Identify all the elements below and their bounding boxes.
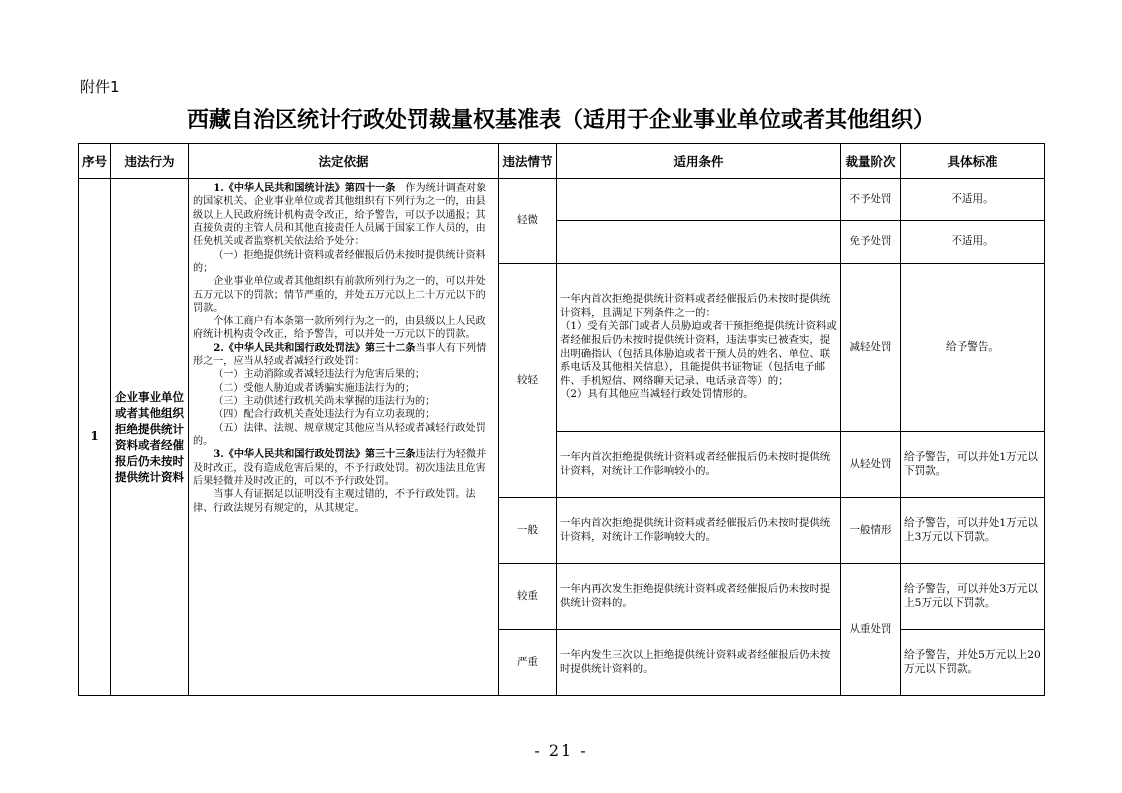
legal-basis-paragraph	[193, 488, 494, 515]
header-level: 裁量阶次	[841, 144, 901, 179]
law-article-text: （三）主动供述行政机关尚未掌握的违法行为的；	[213, 396, 436, 407]
law-article-text: （五）法律、法规、规章规定其他应当从轻或者减轻行政处罚的。	[193, 422, 486, 447]
legal-basis-paragraph	[193, 182, 494, 249]
condition-cell	[557, 221, 841, 264]
law-article-text: （一）拒绝提供统计资料或者经催报后仍未按时提供统计资料的；	[193, 249, 486, 274]
condition-line: （1）受有关部门或者人员胁迫或者干预拒绝提供统计资料或者经催报后仍未按时提供统计资料，违法事实已被查实，提出明确指认（包括具体胁迫或者干预人员的姓名、单位、联系电话及其他相关信息），且能提供书证物证（包括电子邮件、手机短信、网络聊天记录、电话录音等）的；	[560, 320, 837, 387]
level-cell: 从重处罚	[841, 564, 901, 696]
standard-cell: 给予警告，可以并处3万元以上5万元以下罚款。	[901, 564, 1045, 630]
legal-basis-paragraph	[193, 422, 494, 449]
header-seq: 序号	[79, 144, 111, 179]
page-number: - 21 -	[534, 741, 588, 760]
violation-cell: 企业事业单位或者其他组织拒绝提供统计资料或者经催报后仍未按时提供统计资料	[111, 179, 189, 696]
header-circumstance: 违法情节	[499, 144, 557, 179]
header-act: 违法行为	[111, 144, 189, 179]
attachment-label: 附件1	[80, 78, 120, 96]
circumstance-lighter: 较轻	[499, 264, 557, 498]
condition-cell: 一年内首次拒绝提供统计资料或者经催报后仍未按时提供统计资料，对统计工作影响较大的。	[557, 498, 841, 564]
standard-cell: 给予警告，可以并处1万元以下罚款。	[901, 432, 1045, 498]
header-row	[79, 144, 1045, 179]
law-article-text: 当事人有下列情形之一，应当从轻或者减轻行政处罚：	[193, 342, 487, 368]
legal-basis-paragraph	[193, 395, 494, 408]
condition-line: 一年内首次拒绝提供统计资料或者经催报后仍未按时提供统计资料，且满足下列条件之一的：	[560, 293, 831, 319]
law-article-heading: 2.《中华人民共和国行政处罚法》第三十二条	[213, 342, 416, 354]
law-article-text: （二）受他人胁迫或者诱骗实施违法行为的；	[213, 382, 416, 394]
level-cell: 从轻处罚	[841, 432, 901, 498]
law-article-heading: 1.《中华人民共和国统计法》第四十一条	[213, 183, 396, 194]
condition-cell: 一年内首次拒绝提供统计资料或者经催报后仍未按时提供统计资料，对统计工作影响较小的。	[557, 432, 841, 498]
legal-basis-cell	[189, 179, 499, 696]
law-article-text: （四）配合行政机关查处违法行为有立功表现的；	[213, 409, 436, 421]
discretion-table	[78, 143, 1045, 696]
law-article-text: 个体工商户有本条第一款所列行为之一的，由县级以上人民政府统计机构责令改正，给予警告，可以并处一万元以下的罚款。	[193, 316, 486, 341]
level-cell: 免予处罚	[841, 221, 901, 264]
legal-basis-paragraph	[193, 249, 494, 276]
condition-cell: 一年内再次发生拒绝提供统计资料或者经催报后仍未按时提供统计资料的。	[557, 564, 841, 630]
legal-basis-paragraph	[193, 382, 494, 395]
legal-basis-paragraph	[193, 448, 494, 488]
condition-cell	[557, 264, 841, 432]
level-cell: 减轻处罚	[841, 264, 901, 432]
circumstance-heavier: 较重	[499, 564, 557, 630]
header-basis: 法定依据	[189, 144, 499, 179]
standard-cell: 不适用。	[901, 221, 1045, 264]
law-article-text: 作为统计调查对象的国家机关、企业事业单位或者其他组织有下列行为之一的，由县级以上人民政府统计机构责令改正，给予警告，可以予以通报；其直接负责的主管人员和其他直接责任人员属于国家工作人员的，由任免机关或者监察机关依法给予处分：	[193, 183, 487, 248]
law-article-text: 违法行为轻微并及时改正，没有造成危害后果的，不予行政处罚。初次违法且危害后果轻微并及时改正的，可以不予行政处罚。	[193, 449, 487, 487]
standard-cell: 给予警告，可以并处1万元以上3万元以下罚款。	[901, 498, 1045, 564]
circumstance-general: 一般	[499, 498, 557, 564]
circumstance-minor: 轻微	[499, 179, 557, 264]
condition-cell	[557, 179, 841, 221]
law-article-text: （一）主动消除或者减轻违法行为危害后果的；	[213, 369, 426, 381]
condition-cell: 一年内发生三次以上拒绝提供统计资料或者经催报后仍未按时提供统计资料的。	[557, 630, 841, 696]
legal-basis-paragraph	[193, 368, 494, 381]
condition-line: （2）具有其他应当减轻行政处罚情形的。	[560, 388, 754, 401]
law-article-text: 当事人有证据足以证明没有主观过错的，不予行政处罚。法律、行政法规另有规定的，从其规定。	[193, 489, 476, 514]
legal-basis-paragraph	[193, 275, 494, 315]
circumstance-serious: 严重	[499, 630, 557, 696]
standard-cell: 给予警告。	[901, 264, 1045, 432]
header-condition: 适用条件	[557, 144, 841, 179]
seq-cell: 1	[79, 179, 111, 696]
standard-cell: 不适用。	[901, 179, 1045, 221]
legal-basis-paragraph	[193, 315, 494, 342]
header-standard: 具体标准	[901, 144, 1045, 179]
table-row	[79, 179, 1045, 221]
standard-cell: 给予警告，并处5万元以上20万元以下罚款。	[901, 630, 1045, 696]
legal-basis-paragraph	[193, 408, 494, 421]
law-article-heading: 3.《中华人民共和国行政处罚法》第三十三条	[213, 449, 416, 461]
legal-basis-paragraph	[193, 342, 494, 369]
document-title: 西藏自治区统计行政处罚裁量权基准表（适用于企业事业单位或者其他组织）	[186, 108, 935, 133]
law-article-text: 企业事业单位或者其他组织有前款所列行为之一的，可以并处五万元以下的罚款；情节严重的，并处五万元以上二十万元以下的罚款。	[193, 276, 486, 314]
level-cell: 不予处罚	[841, 179, 901, 221]
level-cell: 一般情形	[841, 498, 901, 564]
